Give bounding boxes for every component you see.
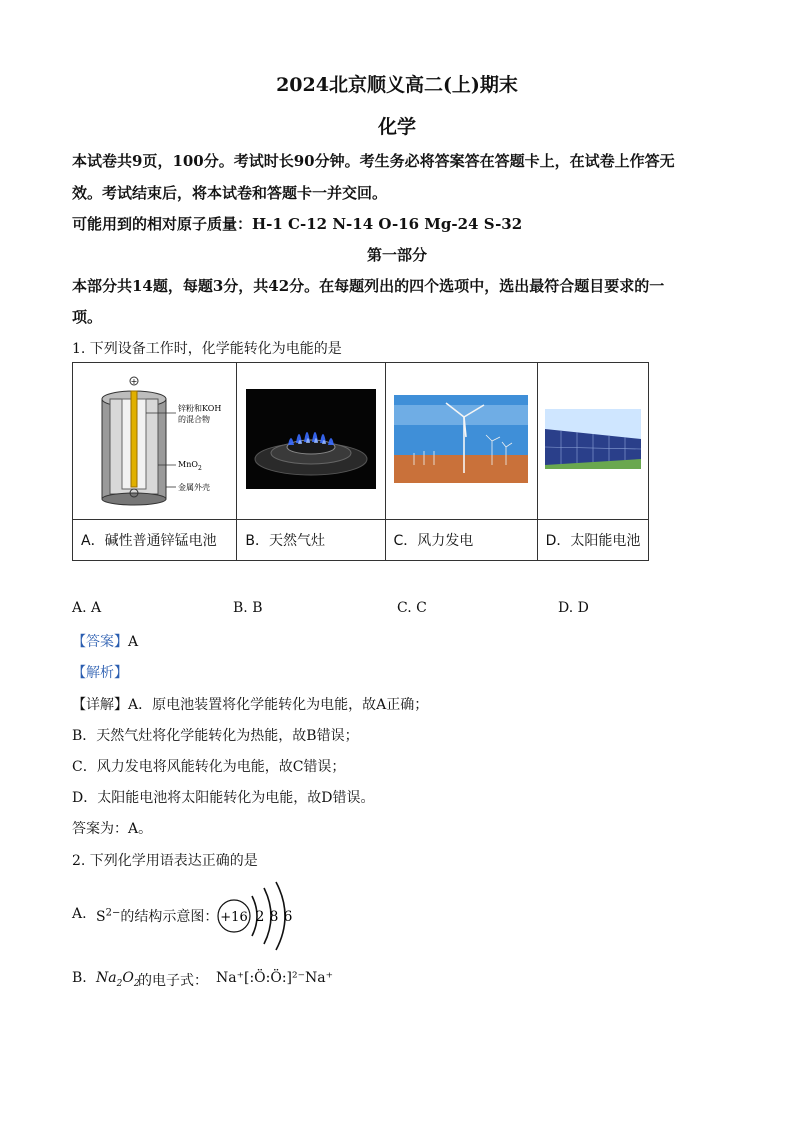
battery-diagram	[80, 369, 230, 509]
option-2b-formula	[96, 970, 140, 989]
mno2-subscript: 2	[197, 465, 202, 472]
instruction-line-2: 效。考试结束后，将本试卷和答题卡一并交回。	[72, 184, 388, 202]
gas-stove-image	[246, 389, 376, 489]
zinc-koh-label-1: 锌粉和KOH	[177, 404, 221, 413]
answer-line	[72, 631, 138, 651]
choice-c: C. C	[397, 600, 427, 616]
wind-turbine-image	[394, 395, 528, 483]
option-2b-prefix: B.	[72, 970, 87, 986]
detail-d: D．太阳能电池将太阳能转化为电能，故D错误。	[72, 790, 375, 806]
electron-formula: Na⁺[:Ö:Ö:]²⁻Na⁺	[216, 970, 334, 986]
option-b-label: B．天然气灶	[237, 520, 385, 561]
formula-o: O	[122, 970, 134, 986]
answer-tag: 【答案】	[72, 634, 128, 650]
option-2a-text: 的结构示意图：	[120, 909, 219, 925]
sulfur-symbol: S	[96, 909, 106, 925]
question-2-stem: 2. 下列化学用语表达正确的是	[72, 853, 258, 869]
shell-3-electrons: 6	[283, 909, 293, 925]
exam-title: 2024北京顺义高二(上)期末	[276, 74, 518, 96]
mno2-label: MnO	[177, 460, 198, 469]
solar-panel-image	[545, 409, 641, 469]
part-description-2: 项。	[72, 308, 103, 326]
option-d-label: D．太阳能电池	[537, 520, 648, 561]
detail-tag: 【详解】	[72, 697, 128, 713]
option-c-label: C．风力发电	[385, 520, 537, 561]
choice-a: A. A	[72, 600, 102, 616]
zinc-koh-label-2: 的混合物	[177, 415, 210, 424]
analysis-tag-text: 【解析】	[72, 665, 128, 681]
battery-image-cell	[73, 363, 237, 520]
choice-b: B. B	[233, 600, 263, 616]
shell-2-electrons: 8	[269, 909, 279, 925]
wind-power-image-cell	[385, 363, 537, 520]
detail-c: C．风力发电将风能转化为电能，故C错误；	[72, 759, 346, 775]
metal-shell-label: 金属外壳	[177, 483, 210, 492]
solar-panel-image-cell	[537, 363, 648, 520]
choice-d: D. D	[558, 600, 589, 616]
formula-sub-2: 2	[133, 978, 140, 989]
subject-title: 化学	[377, 116, 416, 138]
answer-value: A	[128, 634, 139, 650]
option-2b-text: 的电子式：	[138, 973, 208, 989]
option-2a-prefix: A.	[72, 906, 87, 922]
part-heading: 第一部分	[366, 246, 427, 264]
detail-a: A．原电池装置将化学能转化为电能，故A正确；	[128, 697, 429, 713]
formula-sub-1: 2	[116, 978, 123, 989]
detail-a-line	[72, 694, 428, 714]
conclusion: 答案为：A。	[72, 821, 153, 837]
analysis-tag	[72, 662, 128, 682]
options-table	[72, 362, 649, 561]
gas-stove-image-cell	[237, 363, 385, 520]
plus-terminal-label: +	[130, 377, 138, 386]
instruction-line-1: 本试卷共9页，100分。考试时长90分钟。考生务必将答案答在答题卡上，在试卷上作答无	[72, 152, 675, 170]
part-description-1: 本部分共14题，每题3分，共42分。在每题列出的四个选项中，选出最符合题目要求的一	[72, 277, 665, 295]
nucleus-charge: +16	[220, 910, 248, 925]
formula-na: Na	[96, 970, 117, 986]
shell-1-electrons: 2	[255, 909, 265, 925]
option-2a-ion	[96, 906, 218, 926]
sulfur-ion-structure-diagram	[214, 878, 300, 954]
option-a-label: A．碱性普通锌锰电池	[73, 520, 237, 561]
atomic-masses: 可能用到的相对原子质量：H-1 C-12 N-14 O-16 Mg-24 S-32	[72, 215, 523, 233]
question-1-stem: 1. 下列设备工作时，化学能转化为电能的是	[72, 341, 342, 357]
detail-b: B．天然气灶将化学能转化为热能，故B错误；	[72, 728, 359, 744]
sulfur-charge: 2−	[105, 907, 121, 919]
